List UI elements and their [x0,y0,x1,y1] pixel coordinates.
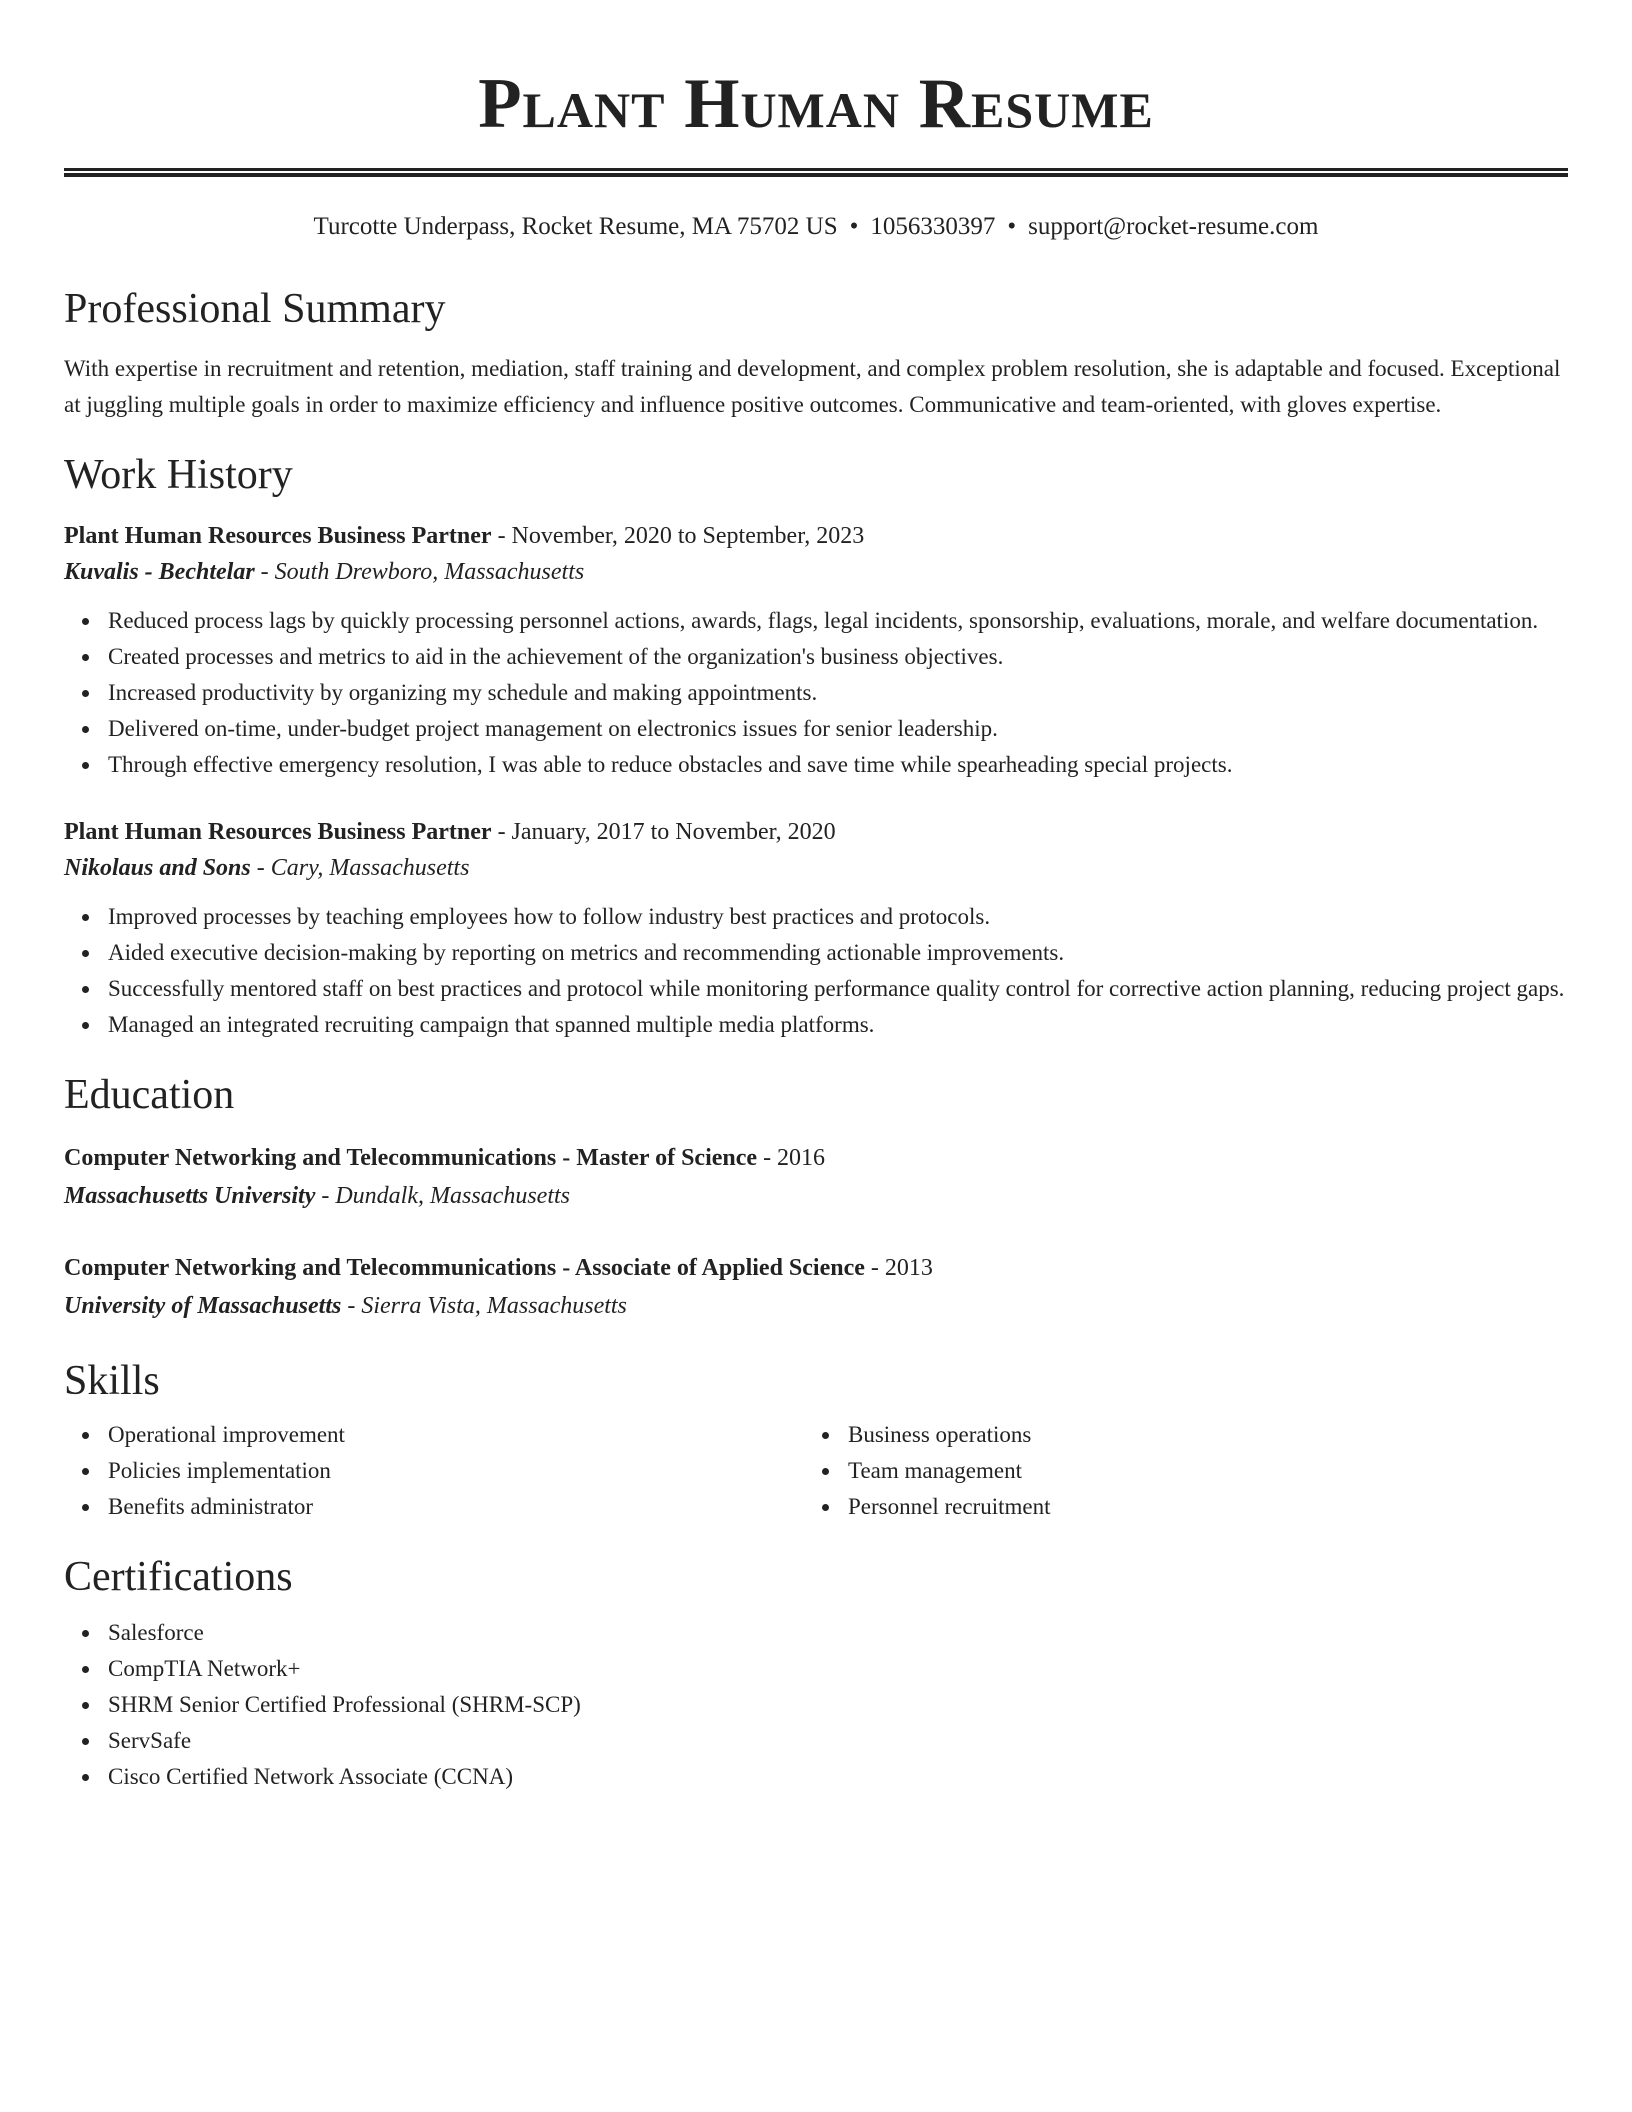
certification-item: ServSafe [108,1723,1568,1759]
certification-item: Salesforce [108,1615,1568,1651]
resume-title: Plant Human Resume [478,65,1154,143]
job-bullet: Created processes and metrics to aid in the achievement of the organization's business objectives. [108,639,1568,675]
job-bullet: Aided executive decision-making by reporting on metrics and recommending actionable improvements. [108,935,1568,971]
job-bullets [64,899,1568,1043]
education-degree: Computer Networking and Telecommunications - Master of Science [64,1145,758,1171]
contact-line [64,211,1568,243]
skill-item: Business operations [848,1417,1544,1453]
job-location: - Cary, Massachusetts [250,855,470,881]
education-heading: Education [64,1072,235,1118]
skills-grid [64,1417,1568,1525]
education-school: University of Massachusetts [64,1293,342,1319]
job-company: Kuvalis - Bechtelar [64,559,255,585]
education-location: - Sierra Vista, Massachusetts [341,1293,627,1319]
job-bullet: Increased productivity by organizing my schedule and making appointments. [108,675,1568,711]
job-title: Plant Human Resources Business Partner [64,523,492,549]
contact-address: Turcotte Underpass, Rocket Resume, MA 75702 US [313,213,838,240]
skill-item: Team management [848,1453,1544,1489]
summary-text: With expertise in recruitment and retention, mediation, staff training and development, and complex problem resolution, she is adaptable and focused. Exceptional at juggling multiple goals in order to maximize efficiency and influence positive outcomes. Communicative and team-oriented, with gloves expertise. [64,356,1561,417]
job-company-line [64,553,1568,591]
certification-item: SHRM Senior Certified Professional (SHRM-SCP) [108,1687,1568,1723]
work-history-heading: Work History [64,452,293,498]
job-bullet: Managed an integrated recruiting campaign that spanned multiple media platforms. [108,1007,1568,1043]
job-bullet: Through effective emergency resolution, I was able to reduce obstacles and save time while spearheading special projects. [108,747,1568,783]
skills-column-left [64,1417,804,1525]
job-title-line [64,519,1568,553]
education-degree-line [64,1139,1568,1177]
education-school-line [64,1177,1568,1215]
education-school-line [64,1287,1568,1325]
education-degree-line [64,1249,1568,1287]
job-dates: - November, 2020 to September, 2023 [491,523,865,549]
job-location: - South Drewboro, Massachusetts [254,559,585,585]
job-entry [64,519,1568,783]
contact-email: support@rocket-resume.com [1028,213,1319,240]
certifications-heading: Certifications [64,1554,293,1600]
job-entry [64,815,1568,1043]
job-bullet: Improved processes by teaching employees how to follow industry best practices and protocols. [108,899,1568,935]
summary-heading: Professional Summary [64,286,446,332]
education-school: Massachusetts University [64,1183,316,1209]
skill-item: Policies implementation [108,1453,804,1489]
skill-item: Benefits administrator [108,1489,804,1525]
job-bullet: Delivered on-time, under-budget project management on electronics issues for senior leadership. [108,711,1568,747]
skill-item: Personnel recruitment [848,1489,1544,1525]
job-company-line [64,849,1568,887]
education-year: - 2016 [757,1145,826,1171]
education-entry [64,1139,1568,1215]
skills-heading: Skills [64,1358,160,1404]
job-title-line [64,815,1568,849]
certifications-list [64,1615,1568,1795]
job-bullet: Reduced process lags by quickly processing personnel actions, awards, flags, legal incidents, sponsorship, evaluations, morale, and welfare documentation. [108,603,1568,639]
job-title: Plant Human Resources Business Partner [64,819,492,845]
education-location: - Dundalk, Massachusetts [315,1183,570,1209]
job-company: Nikolaus and Sons [64,855,251,881]
certification-item: CompTIA Network+ [108,1651,1568,1687]
contact-phone: 1056330397 [870,213,996,240]
certification-item: Cisco Certified Network Associate (CCNA) [108,1759,1568,1795]
skill-item: Operational improvement [108,1417,804,1453]
job-dates: - January, 2017 to November, 2020 [491,819,836,845]
education-entry [64,1249,1568,1325]
title-divider [64,168,1568,177]
education-degree: Computer Networking and Telecommunications - Associate of Applied Science [64,1255,865,1281]
education-year: - 2013 [864,1255,933,1281]
contact-separator: • [849,213,859,240]
job-bullet: Successfully mentored staff on best practices and protocol while monitoring performance quality control for corrective action planning, reducing project gaps. [108,971,1568,1007]
skills-column-right [804,1417,1544,1525]
contact-separator: • [1007,213,1017,240]
job-bullets [64,603,1568,783]
